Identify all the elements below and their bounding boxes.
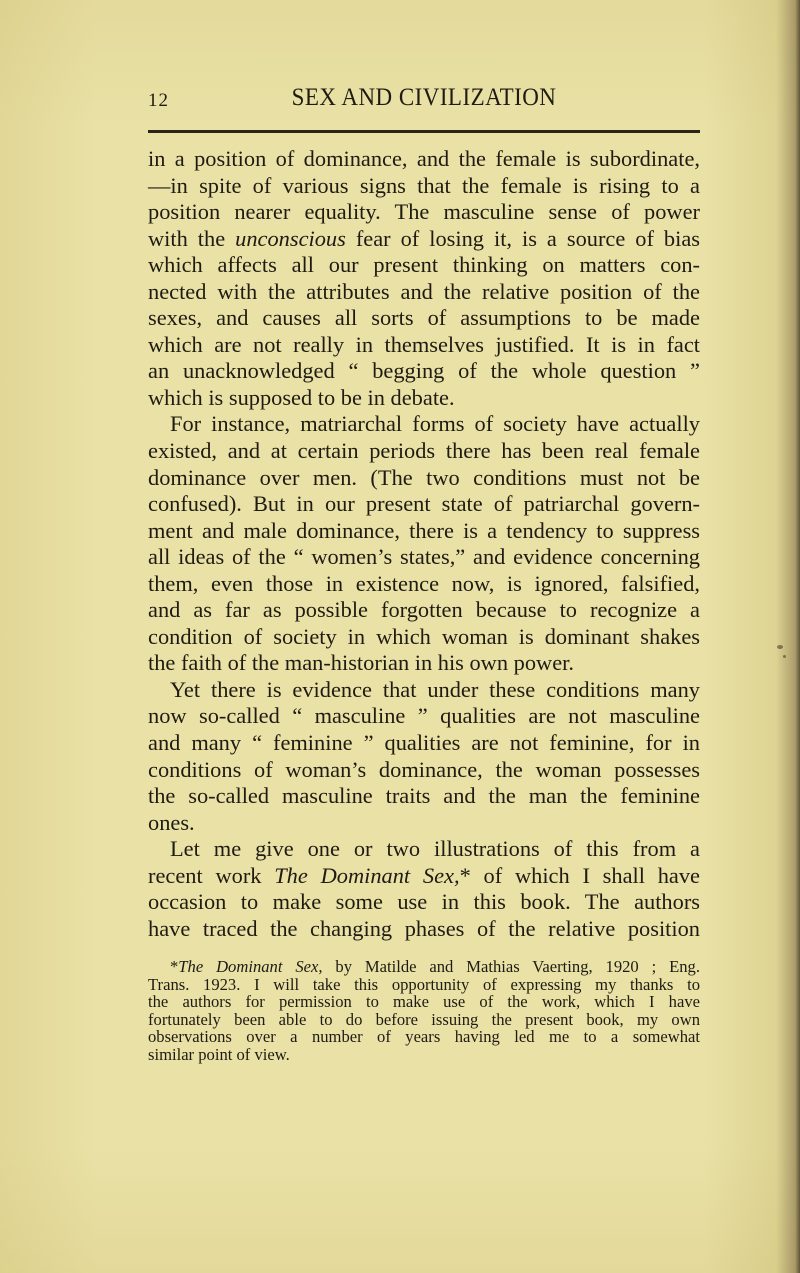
footnote-line: *The Dominant Sex, by Matilde and Mathias Vaerting, 1920 ; Eng.: [170, 957, 700, 976]
body-line: —in spite of various signs that the female is rising to a: [148, 172, 700, 198]
footnote-line: observations over a number of years having led me to a somewhat: [148, 1027, 700, 1047]
body-line: have traced the changing phases of the relative position: [148, 915, 700, 941]
body-line: in a position of dominance, and the female is subordinate,: [148, 146, 700, 171]
body-line: position nearer equality. The masculine sense of power: [148, 199, 700, 225]
body-line: confused). But in our present state of patriarchal govern-: [148, 491, 700, 517]
body-line: and as far as possible forgotten because to recognize a: [148, 597, 700, 623]
body-line: occasion to make some use in this book. The authors: [148, 889, 700, 915]
body-line: ones.: [148, 809, 195, 835]
footnote: [148, 958, 700, 1064]
body-line: For instance, matriarchal forms of society have actually: [170, 411, 700, 437]
italic-title: The Dominant Sex,: [178, 957, 323, 976]
footnote-line: similar point of view.: [148, 1044, 290, 1064]
body-line: which affects all our present thinking on matters con-: [148, 252, 700, 278]
running-head: [148, 84, 700, 116]
body-line: nected with the attributes and the relative position of the: [148, 278, 700, 304]
body-line: dominance over men. (The two conditions must not be: [148, 464, 700, 490]
footnote-line: fortunately been able to do before issuing the present book, my own: [148, 1009, 700, 1029]
footnote-line: Trans. 1923. I will take this opportunity of expressing my thanks to: [148, 974, 700, 994]
body-line: which is supposed to be in debate.: [148, 384, 455, 410]
italic-title: The Dominant Sex,: [274, 862, 460, 888]
body-line: an unacknowledged “ begging of the whole question ”: [148, 358, 700, 384]
running-title: SEX AND CIVILIZATION: [291, 84, 557, 111]
body-line: recent work The Dominant Sex,* of which I shall have: [148, 862, 700, 888]
body-line: all ideas of the “ women’s states,” and evidence concerning: [148, 544, 700, 570]
body-line: existed, and at certain periods there has been real female: [148, 438, 700, 464]
body-line: Yet there is evidence that under these conditions many: [170, 676, 700, 702]
body-line: the faith of the man-historian in his own power.: [148, 650, 574, 676]
body-line: ment and male dominance, there is a tendency to suppress: [148, 517, 700, 543]
body-line: and many “ feminine ” qualities are not feminine, for in: [148, 730, 700, 756]
body-line: conditions of woman’s dominance, the woman possesses: [148, 756, 700, 782]
body-line: condition of society in which woman is dominant shakes: [148, 623, 700, 649]
body-line: the so-called masculine traits and the man the feminine: [148, 783, 700, 809]
footnote-line: the authors for permission to make use of the work, which I have: [148, 992, 700, 1012]
page-number: 12: [148, 90, 169, 111]
body-line: them, even those in existence now, is ignored, falsified,: [148, 570, 700, 596]
body-line: Let me give one or two illustrations of this from a: [170, 836, 700, 862]
body-line: which are not really in themselves justified. It is in fact: [148, 331, 700, 357]
italic-title: unconscious: [235, 225, 346, 251]
header-rule: [148, 130, 700, 133]
paper-blemish: [783, 655, 786, 658]
body-line: sexes, and causes all sorts of assumptions to be made: [148, 305, 700, 331]
body-text: [148, 146, 700, 942]
paper-blemish: [777, 645, 783, 649]
body-line: now so-called “ masculine ” qualities are not masculine: [148, 703, 700, 729]
body-line: with the unconscious fear of losing it, is a source of bias: [148, 225, 700, 251]
